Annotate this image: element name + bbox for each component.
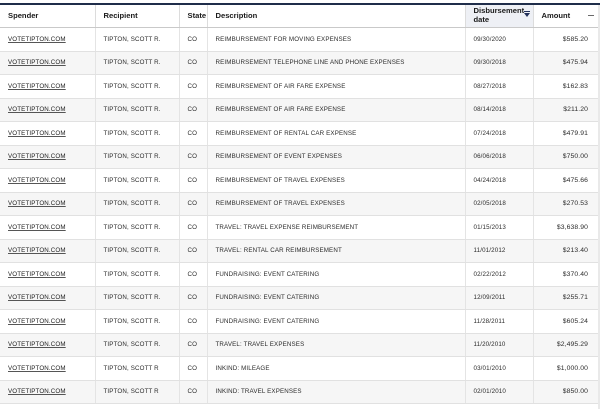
description-cell-text: FUNDRAISING: EVENT CATERING [215,317,320,325]
recipient-cell [95,145,179,169]
spender-cell [0,286,95,310]
description-cell [207,263,465,287]
column-header-label: Spender [8,10,39,20]
description-cell [207,145,465,169]
description-cell-text: FUNDRAISING: EVENT CATERING [215,270,320,278]
table-row [0,239,600,263]
state-cell-text: CO [187,223,198,231]
disbursement-date-cell [465,286,533,310]
table-row [0,216,600,240]
spender-link[interactable]: VOTETIPTON.COM [8,129,66,137]
spender-cell [0,75,95,99]
spender-cell [0,310,95,334]
recipient-cell [95,75,179,99]
amount-cell-text: $213.40 [562,247,588,255]
disbursement-date-cell-text: 07/24/2018 [473,129,506,137]
state-cell [179,310,207,334]
disbursement-date-cell-text: 04/24/2018 [473,176,506,184]
state-cell [179,98,207,122]
state-cell [179,286,207,310]
spender-link[interactable]: VOTETIPTON.COM [8,106,66,114]
table-row [0,286,600,310]
amount-cell [533,28,600,52]
amount-cell [533,286,600,310]
recipient-cell-text: TIPTON, SCOTT R. [103,35,161,43]
state-cell-text: CO [187,200,198,208]
table-header-row [0,5,600,28]
amount-cell [533,310,600,334]
disbursement-date-cell-text: 11/01/2012 [473,247,506,255]
state-cell-text: CO [187,82,198,90]
disbursement-date-cell [465,239,533,263]
spender-link[interactable]: VOTETIPTON.COM [8,223,66,231]
disbursement-date-cell [465,169,533,193]
recipient-cell-text: TIPTON, SCOTT R [103,364,159,372]
description-cell [207,28,465,52]
recipient-cell-text: TIPTON, SCOTT R. [103,341,161,349]
recipient-cell-text: TIPTON, SCOTT R. [103,223,161,231]
column-header-spender[interactable] [0,5,95,28]
amount-cell-text: $1,000.00 [556,364,588,372]
table-row [0,263,600,287]
disbursement-date-cell-text: 12/09/2011 [473,294,506,302]
disbursement-date-cell-text: 06/06/2018 [473,153,506,161]
description-cell-text: TRAVEL: RENTAL CAR REIMBURSEMENT [215,247,342,255]
amount-cell-text: $475.94 [562,59,588,67]
amount-cell [533,357,600,381]
disbursement-date-cell-text: 01/15/2013 [473,223,506,231]
table-row [0,28,600,52]
recipient-cell-text: TIPTON, SCOTT R. [103,59,161,67]
spender-cell [0,380,95,404]
description-cell [207,51,465,75]
disbursement-date-cell [465,333,533,357]
state-cell [179,122,207,146]
description-cell [207,286,465,310]
description-cell-text: TRAVEL: TRAVEL EXPENSES [215,341,305,349]
description-cell-text: REIMBURSEMENT OF RENTAL CAR EXPENSE [215,129,357,137]
state-cell [179,28,207,52]
disbursement-date-cell [465,357,533,381]
disbursement-date-cell-text: 11/28/2011 [473,317,506,325]
state-cell-text: CO [187,294,198,302]
recipient-cell [95,28,179,52]
disbursement-date-cell [465,51,533,75]
table-row [0,51,600,75]
table-row [0,98,600,122]
amount-cell [533,98,600,122]
recipient-cell [95,333,179,357]
disbursement-date-cell-text: 08/14/2018 [473,106,506,114]
recipient-cell-text: TIPTON, SCOTT R. [103,82,161,90]
description-cell [207,380,465,404]
disbursement-date-cell-text: 08/27/2018 [473,82,506,90]
recipient-cell [95,216,179,240]
amount-cell-text: $850.00 [562,388,588,396]
spender-cell [0,122,95,146]
spender-cell [0,98,95,122]
disbursement-date-cell [465,145,533,169]
recipient-cell [95,239,179,263]
column-header-amount[interactable] [533,5,600,28]
spender-cell [0,239,95,263]
spender-link[interactable]: VOTETIPTON.COM [8,364,66,372]
disbursement-date-cell-text: 02/22/2012 [473,270,506,278]
state-cell [179,263,207,287]
column-header-label: Recipient [103,10,138,20]
disbursement-date-cell-text: 03/01/2010 [473,364,506,372]
amount-cell [533,75,600,99]
state-cell-text: CO [187,341,198,349]
recipient-cell [95,286,179,310]
table-row [0,357,600,381]
state-cell [179,51,207,75]
recipient-cell [95,192,179,216]
sort-descending-icon[interactable] [524,13,530,17]
amount-cell-text: $211.20 [563,106,588,114]
table-row [0,75,600,99]
table-row [0,333,600,357]
state-cell-text: CO [187,247,198,255]
disbursements-table [0,5,600,404]
spender-cell [0,28,95,52]
description-cell [207,122,465,146]
state-cell-text: CO [187,106,198,114]
disbursement-date-cell [465,122,533,146]
recipient-cell [95,310,179,334]
description-cell-text: INKIND: MILEAGE [215,364,270,372]
description-cell-text: REIMBURSEMENT OF TRAVEL EXPENSES [215,200,345,208]
description-cell-text: TRAVEL: TRAVEL EXPENSE REIMBURSEMENT [215,223,359,231]
recipient-cell-text: TIPTON, SCOTT R. [103,294,161,302]
recipient-cell-text: TIPTON, SCOTT R. [103,106,161,114]
amount-cell-text: $475.66 [562,176,588,184]
description-cell-text: REIMBURSEMENT OF EVENT EXPENSES [215,153,342,161]
column-header-recipient[interactable] [95,5,179,28]
state-cell [179,380,207,404]
spender-link[interactable]: VOTETIPTON.COM [8,270,66,278]
amount-cell-text: $162.83 [562,82,588,90]
table-row [0,310,600,334]
description-cell [207,333,465,357]
table-row [0,380,600,404]
recipient-cell-text: TIPTON, SCOTT R. [103,247,161,255]
amount-cell [533,380,600,404]
disbursement-date-cell [465,216,533,240]
recipient-cell [95,98,179,122]
description-cell-text: REIMBURSEMENT OF AIR FARE EXPENSE [215,106,346,114]
state-cell-text: CO [187,176,198,184]
spender-link[interactable]: VOTETIPTON.COM [8,294,66,302]
amount-cell-text: $479.91 [562,129,588,137]
description-cell [207,357,465,381]
state-cell [179,216,207,240]
recipient-cell [95,263,179,287]
state-cell [179,357,207,381]
recipient-cell [95,51,179,75]
spender-link[interactable]: VOTETIPTON.COM [8,153,66,161]
recipient-cell-text: TIPTON, SCOTT R. [103,317,161,325]
amount-cell-text: $2,495.29 [556,341,588,349]
state-cell-text: CO [187,59,198,67]
disbursement-date-cell [465,192,533,216]
amount-cell-text: $3,638.90 [556,223,588,231]
table-row [0,122,600,146]
recipient-cell [95,122,179,146]
sort-neutral-icon[interactable] [588,15,594,16]
column-header-state[interactable] [179,5,207,28]
amount-cell-text: $750.00 [562,153,588,161]
state-cell [179,192,207,216]
recipient-cell [95,169,179,193]
state-cell-text: CO [187,364,198,372]
spender-cell [0,263,95,287]
table-row [0,145,600,169]
description-cell-text: INKIND: TRAVEL EXPENSES [215,388,302,396]
spender-link[interactable]: VOTETIPTON.COM [8,35,66,43]
disbursement-date-cell-text: 09/30/2018 [473,59,506,67]
recipient-cell-text: TIPTON, SCOTT R. [103,200,161,208]
description-cell-text: REIMBURSEMENT FOR MOVING EXPENSES [215,35,352,43]
spender-cell [0,357,95,381]
spender-cell [0,216,95,240]
state-cell [179,75,207,99]
spender-link[interactable]: VOTETIPTON.COM [8,200,66,208]
spender-link[interactable]: VOTETIPTON.COM [8,176,66,184]
state-cell-text: CO [187,388,198,396]
amount-cell [533,122,600,146]
recipient-cell [95,380,179,404]
spender-link[interactable]: VOTETIPTON.COM [8,247,66,255]
spender-cell [0,51,95,75]
amount-cell [533,51,600,75]
recipient-cell-text: TIPTON, SCOTT R. [103,176,161,184]
state-cell-text: CO [187,317,198,325]
state-cell-text: CO [187,153,198,161]
spender-link[interactable]: VOTETIPTON.COM [8,317,66,325]
disbursement-date-cell-text: 09/30/2020 [473,35,506,43]
description-cell [207,239,465,263]
table-row [0,169,600,193]
amount-cell-text: $585.20 [562,35,588,43]
disbursement-date-cell-text: 11/20/2010 [473,341,506,349]
state-cell [179,239,207,263]
description-cell-text: REIMBURSEMENT TELEPHONE LINE AND PHONE EXPENSES [215,59,405,67]
disbursement-date-cell [465,98,533,122]
state-cell-text: CO [187,35,198,43]
state-cell-text: CO [187,270,198,278]
disbursement-date-cell [465,263,533,287]
recipient-cell [95,357,179,381]
amount-cell [533,169,600,193]
state-cell [179,169,207,193]
column-header-label: Amount [541,10,571,20]
spender-link[interactable]: VOTETIPTON.COM [8,59,66,67]
disbursement-date-cell [465,75,533,99]
disbursement-date-cell [465,310,533,334]
amount-cell-text: $370.40 [562,270,588,278]
spender-cell [0,169,95,193]
spender-cell [0,333,95,357]
amount-cell [533,145,600,169]
disbursement-date-cell [465,380,533,404]
description-cell [207,169,465,193]
disbursement-date-cell [465,28,533,52]
description-cell [207,216,465,240]
disbursement-date-cell-text: 02/05/2018 [473,200,506,208]
spender-link[interactable]: VOTETIPTON.COM [8,82,66,90]
spender-link[interactable]: VOTETIPTON.COM [8,341,66,349]
description-cell [207,310,465,334]
description-cell [207,98,465,122]
state-cell [179,145,207,169]
amount-cell-text: $605.24 [562,317,588,325]
state-cell [179,333,207,357]
amount-cell-text: $255.71 [562,294,588,302]
recipient-cell-text: TIPTON, SCOTT R. [103,129,161,137]
disbursement-date-cell-text: 02/01/2010 [473,388,506,396]
description-cell [207,192,465,216]
amount-cell [533,263,600,287]
amount-cell [533,192,600,216]
column-header-disbursement-date[interactable] [465,5,533,28]
recipient-cell-text: TIPTON, SCOTT R. [103,153,161,161]
spender-cell [0,192,95,216]
column-header-label: Description [215,10,258,20]
description-cell-text: REIMBURSEMENT OF AIR FARE EXPENSE [215,82,346,90]
amount-cell-text: $270.53 [562,200,588,208]
state-cell-text: CO [187,129,198,137]
amount-cell [533,239,600,263]
column-header-label: State [187,10,207,20]
recipient-cell-text: TIPTON, SCOTT R. [103,270,161,278]
amount-cell [533,216,600,240]
description-cell-text: REIMBURSEMENT OF TRAVEL EXPENSES [215,176,345,184]
recipient-cell-text: TIPTON, SCOTT R [103,388,159,396]
column-header-description[interactable] [207,5,465,28]
spender-cell [0,145,95,169]
description-cell-text: FUNDRAISING: EVENT CATERING [215,294,320,302]
description-cell [207,75,465,99]
column-header-label: Disbursement date [473,6,525,24]
table-row [0,192,600,216]
amount-cell [533,333,600,357]
spender-link[interactable]: VOTETIPTON.COM [8,388,66,396]
